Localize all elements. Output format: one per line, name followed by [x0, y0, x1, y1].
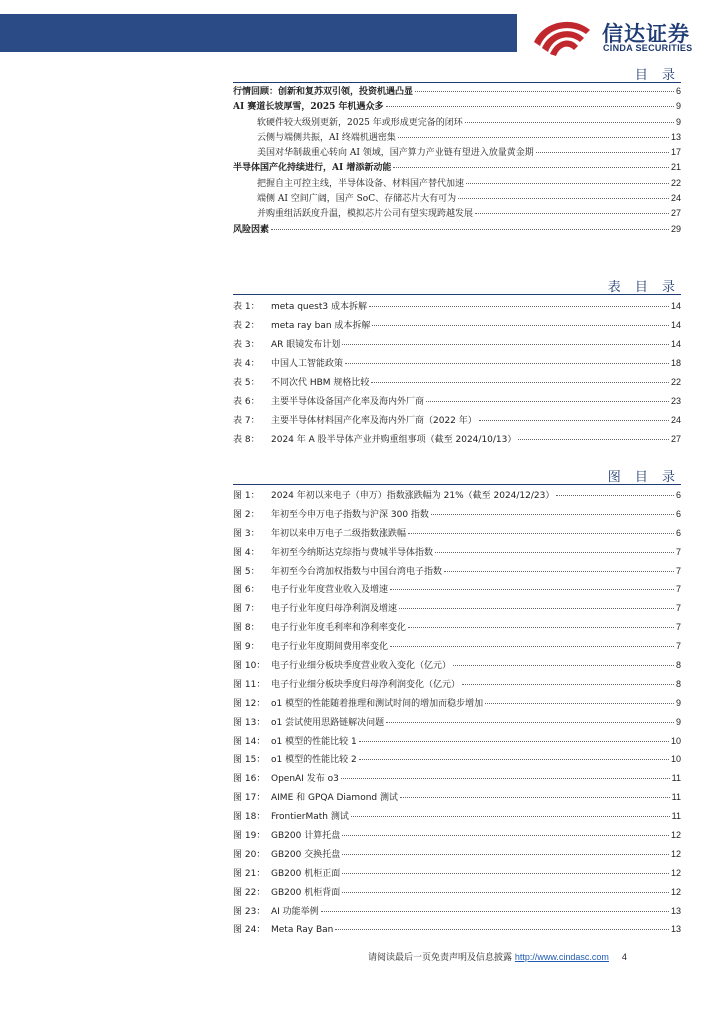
entry-number: 图 10：: [233, 661, 266, 672]
page-number: 4: [621, 952, 627, 962]
entry-number: 图 11：: [233, 679, 266, 690]
entry-number: 图 17：: [233, 793, 266, 804]
entry-page: 11: [671, 792, 681, 803]
entry-text: GB200 交换托盘: [271, 849, 341, 860]
entry-text: meta ray ban 成本拆解: [271, 321, 371, 331]
entry-label: [233, 884, 340, 903]
figures-rule: [233, 484, 681, 485]
entry-label: [257, 116, 463, 131]
entry-label: [233, 161, 391, 176]
entry-label: [233, 412, 477, 431]
entry-text: 端侧 AI 空间广阔，国产 SoC、存储芯片大有可为: [257, 194, 457, 205]
dot-leader: [369, 306, 669, 307]
entry-text: 电子行业细分板块季度营业收入变化（亿元）: [271, 661, 452, 672]
entry-number: 图 19：: [233, 831, 266, 842]
entry-text: o1 模型的性能比较 2: [271, 755, 357, 766]
entry-text: Meta Ray Ban: [271, 925, 334, 936]
table-list-entry[interactable]: [233, 297, 681, 316]
toc-entry[interactable]: [233, 84, 681, 99]
entry-number: 表 7：: [233, 416, 260, 426]
entry-text: AI 功能举例: [271, 906, 319, 917]
figure-list-entry[interactable]: [233, 524, 681, 543]
toc-entry[interactable]: [233, 191, 681, 206]
figure-list-entry[interactable]: [233, 543, 681, 562]
entry-page: 14: [670, 301, 681, 311]
entry-page: 13: [670, 131, 681, 142]
entry-label: [257, 192, 456, 207]
dot-leader: [400, 797, 670, 798]
dot-leader: [359, 741, 669, 742]
entry-number: 图 4：: [233, 547, 260, 558]
entry-label: [233, 903, 319, 922]
table-list-entry[interactable]: [233, 430, 681, 449]
entry-page: 12: [670, 848, 681, 859]
entry-number: 表 8：: [233, 435, 260, 445]
table-list-entry[interactable]: [233, 316, 681, 335]
toc-entry[interactable]: [233, 130, 681, 145]
entry-page: 12: [670, 830, 681, 841]
entry-page: 24: [670, 415, 681, 425]
figure-list-entry[interactable]: [233, 675, 681, 694]
entry-number: 图 14：: [233, 736, 266, 747]
entry-text: 2024 年初以来电子（申万）指数涨跌幅为 21%（截至 2024/12/23）: [271, 491, 555, 501]
entry-page: 13: [670, 924, 681, 935]
entry-number: 图 9：: [233, 642, 260, 653]
entry-page: 29: [670, 223, 681, 234]
table-list-entry[interactable]: [233, 392, 681, 411]
figure-list-entry[interactable]: [233, 864, 681, 883]
entry-page: 6: [675, 490, 681, 500]
toc-entry[interactable]: [233, 206, 681, 221]
entry-label: [233, 808, 349, 827]
contents-list: [233, 84, 681, 237]
page-footer: [368, 950, 627, 963]
entry-page: 9: [675, 101, 681, 112]
dot-leader: [426, 401, 669, 402]
entry-text: 年初以来申万电子二级指数涨跌幅: [271, 528, 407, 539]
toc-entry[interactable]: [233, 176, 681, 191]
contents-rule: [233, 82, 681, 83]
entry-label: [233, 431, 516, 450]
entry-label: [233, 733, 357, 752]
entry-page: 13: [670, 905, 681, 916]
entry-label: [233, 317, 370, 336]
dot-leader: [386, 106, 674, 107]
entry-page: 12: [670, 886, 681, 897]
dot-leader: [341, 778, 670, 779]
figure-list-entry[interactable]: [233, 694, 681, 713]
figure-list-entry[interactable]: [233, 713, 681, 732]
figure-list-entry[interactable]: [233, 920, 681, 939]
entry-label: [233, 600, 397, 619]
dot-leader: [359, 759, 669, 760]
dot-leader: [390, 646, 674, 647]
entry-page: 7: [675, 546, 681, 557]
entry-number: 图 24：: [233, 925, 266, 936]
entry-label: [233, 100, 384, 115]
entry-number: 图 22：: [233, 887, 266, 898]
entry-text: AR 眼镜发布计划: [271, 340, 341, 350]
entry-label: [257, 146, 534, 161]
dot-leader: [462, 684, 674, 685]
entry-page: 27: [670, 434, 681, 444]
entry-label: [233, 544, 433, 563]
entry-text: o1 尝试使用思路链解决问题: [271, 717, 385, 728]
entry-label: [233, 581, 388, 600]
entry-text: 2024 年 A 股半导体产业并购重组事项（截至 2024/10/13）: [271, 435, 517, 445]
entry-number: 图 20：: [233, 849, 266, 860]
entry-label: [233, 223, 269, 238]
tables-rule: [233, 294, 681, 295]
dot-leader: [485, 703, 674, 704]
entry-label: [257, 207, 473, 222]
figure-list-entry[interactable]: [233, 788, 681, 807]
entry-label: [233, 355, 343, 374]
figure-list-entry[interactable]: [233, 845, 681, 864]
entry-label: [233, 638, 388, 657]
entry-page: 10: [670, 754, 681, 765]
brand-logo: [530, 16, 710, 56]
entry-number: 表 2：: [233, 321, 260, 331]
dot-leader: [518, 439, 669, 440]
entry-text: 云侧与端侧共振，AI 终端机遇密集: [257, 132, 396, 143]
entry-label: [233, 770, 339, 789]
entry-page: 7: [675, 622, 681, 633]
entry-text: meta quest3 成本拆解: [271, 302, 367, 312]
header-bar: [0, 14, 517, 52]
brand-name-cn: 信达证券: [602, 22, 690, 46]
contents-title: 目 录: [634, 68, 680, 83]
entry-page: 6: [675, 86, 681, 96]
entry-text: GB200 计算托盘: [271, 831, 341, 842]
entry-label: [233, 827, 340, 846]
dot-leader: [465, 122, 674, 123]
entry-page: 8: [675, 660, 681, 671]
entry-page: 9: [675, 116, 681, 127]
toc-entry[interactable]: [233, 145, 681, 160]
entry-number: 图 16：: [233, 774, 266, 785]
figure-list-entry[interactable]: [233, 599, 681, 618]
entry-text: 电子行业年度营业收入及增速: [271, 585, 389, 596]
entry-number: 图 6：: [233, 585, 260, 596]
entry-label: [233, 298, 367, 317]
entry-page: 17: [670, 147, 681, 158]
entry-page: 9: [675, 716, 681, 727]
dot-leader: [431, 514, 674, 515]
dot-leader: [408, 533, 674, 534]
entry-number: 图 8：: [233, 623, 260, 634]
entry-text: 半导体国产化持续进行，AI 增添新动能: [233, 163, 392, 174]
figure-list-entry[interactable]: [233, 656, 681, 675]
figure-list-entry[interactable]: [233, 486, 681, 505]
entry-text: o1 模型的性能比较 1: [271, 736, 357, 747]
entry-label: [233, 695, 483, 714]
dot-leader: [398, 137, 669, 138]
dot-leader: [342, 892, 669, 893]
entry-number: 图 1：: [233, 491, 260, 501]
entry-text: AI 赛道长坡厚雪，2025 年机遇众多: [233, 102, 384, 113]
entry-page: 9: [675, 697, 681, 708]
entry-label: [233, 506, 429, 525]
entry-label: [233, 865, 340, 884]
dot-leader: [386, 722, 674, 723]
entry-label: [233, 676, 460, 695]
entry-label: [233, 846, 340, 865]
dot-leader: [372, 325, 669, 326]
figure-list-entry[interactable]: [233, 883, 681, 902]
entry-number: 图 15：: [233, 755, 266, 766]
dot-leader: [393, 167, 669, 168]
entry-text: 年初至今台湾加权指数与中国台湾电子指数: [271, 566, 443, 577]
entry-page: 11: [671, 773, 681, 784]
entry-page: 14: [670, 339, 681, 349]
entry-number: 图 18：: [233, 812, 266, 823]
entry-number: 图 7：: [233, 604, 260, 615]
dot-leader: [345, 363, 669, 364]
toc-entry[interactable]: [233, 115, 681, 130]
entry-text: 年初至今申万电子指数与沪深 300 指数: [271, 509, 429, 520]
dot-leader: [335, 929, 669, 930]
entry-label: [233, 393, 424, 412]
entry-label: [233, 374, 369, 393]
entry-text: 美国对华制裁重心转向 AI 领域，国产算力产业链有望进入放量黄金期: [257, 148, 534, 159]
entry-text: OpenAI 发布 o3: [271, 774, 339, 785]
entry-page: 22: [670, 377, 681, 387]
entry-page: 21: [670, 162, 681, 173]
brand-name-en: CINDA SECURITIES: [603, 43, 693, 53]
entry-text: 电子行业细分板块季度归母净利润变化（亿元）: [271, 679, 461, 690]
entry-number: 表 4：: [233, 359, 260, 369]
entry-page: 27: [670, 208, 681, 219]
entry-number: 表 1：: [233, 302, 260, 312]
entry-page: 12: [670, 867, 681, 878]
entry-page: 14: [670, 320, 681, 330]
entry-page: 23: [670, 396, 681, 406]
tables-title: 表 目 录: [607, 280, 680, 295]
entry-page: 8: [675, 678, 681, 689]
website-link[interactable]: http://www.cindasc.com: [514, 952, 609, 962]
entry-page: 6: [675, 527, 681, 538]
dot-leader: [479, 420, 669, 421]
dot-leader: [271, 229, 669, 230]
figure-list-entry[interactable]: [233, 580, 681, 599]
entry-label: [257, 131, 396, 146]
entry-label: [233, 336, 340, 355]
figure-list-entry[interactable]: [233, 637, 681, 656]
entry-page: 22: [670, 177, 681, 188]
dot-leader: [371, 382, 669, 383]
dot-leader: [536, 152, 669, 153]
entry-label: [233, 921, 333, 940]
entry-text: 并购重组活跃度升温，模拟芯片公司有望实现跨越发展: [257, 209, 474, 220]
entry-page: 11: [671, 811, 681, 822]
table-list-entry[interactable]: [233, 354, 681, 373]
entry-text: 电子行业年度毛利率和净利率变化: [271, 623, 407, 634]
entry-label: [233, 714, 384, 733]
entry-number: 图 12：: [233, 698, 266, 709]
figure-list-entry[interactable]: [233, 902, 681, 921]
dot-leader: [390, 589, 674, 590]
entry-text: 风险因素: [233, 224, 270, 235]
dot-leader: [408, 627, 674, 628]
entry-text: 行情回顾：创新和复苏双引领，投资机遇凸显: [233, 87, 414, 97]
table-list-entry[interactable]: [233, 335, 681, 354]
entry-page: 24: [670, 193, 681, 204]
entry-text: o1 模型的性能随着推理和测试时间的增加而稳步增加: [271, 698, 484, 709]
entry-page: 7: [675, 641, 681, 652]
dot-leader: [351, 816, 670, 817]
entry-page: 7: [675, 584, 681, 595]
disclaimer-text: 请阅读最后一页免责声明及信息披露: [368, 953, 513, 963]
dot-leader: [321, 911, 669, 912]
dot-leader: [435, 552, 674, 553]
entry-number: 表 6：: [233, 397, 260, 407]
dot-leader: [342, 344, 669, 345]
entry-number: 图 5：: [233, 566, 260, 577]
entry-page: 6: [675, 508, 681, 519]
dot-leader: [458, 198, 669, 199]
figure-list-entry[interactable]: [233, 807, 681, 826]
figures-title: 图 目 录: [607, 470, 680, 485]
entry-page: 18: [670, 358, 681, 368]
figure-list-entry[interactable]: [233, 769, 681, 788]
cinda-logo-icon: [530, 16, 594, 56]
toc-entry[interactable]: [233, 222, 681, 237]
toc-entry[interactable]: [233, 99, 681, 114]
toc-entry[interactable]: [233, 160, 681, 175]
entry-text: 把握自主可控主线，半导体设备、材料国产替代加速: [257, 178, 465, 189]
entry-label: [233, 657, 451, 676]
table-list-entry[interactable]: [233, 411, 681, 430]
entry-number: 图 21：: [233, 868, 266, 879]
entry-label: [233, 563, 442, 582]
entry-number: 表 3：: [233, 340, 260, 350]
entry-text: AIME 和 GPQA Diamond 测试: [271, 793, 398, 804]
entry-text: FrontierMath 测试: [271, 812, 349, 823]
figure-list-entry[interactable]: [233, 732, 681, 751]
entry-page: 7: [675, 565, 681, 576]
entry-text: 中国人工智能政策: [271, 359, 344, 369]
entry-page: 10: [670, 735, 681, 746]
dot-leader: [475, 213, 669, 214]
entry-text: GB200 机柜背面: [271, 887, 341, 898]
entry-text: 电子行业年度归母净利润及增速: [271, 604, 398, 615]
entry-label: [257, 177, 464, 192]
figure-list-entry[interactable]: [233, 618, 681, 637]
table-list-entry[interactable]: [233, 373, 681, 392]
figure-list-entry[interactable]: [233, 750, 681, 769]
tables-list: [233, 297, 681, 449]
entry-number: 图 13：: [233, 717, 266, 728]
entry-number: 表 5：: [233, 378, 260, 388]
entry-text: 软硬件较大级别更新，2025 年或形成更完备的闭环: [257, 117, 463, 128]
entry-text: 不同次代 HBM 规格比较: [271, 378, 370, 388]
dot-leader: [415, 91, 674, 92]
figure-list-entry[interactable]: [233, 826, 681, 845]
dot-leader: [466, 183, 669, 184]
entry-text: 主要半导体设备国产化率及海内外厂商: [271, 397, 425, 407]
entry-label: [233, 619, 406, 638]
figure-list-entry[interactable]: [233, 505, 681, 524]
entry-page: 7: [675, 603, 681, 614]
dot-leader: [342, 873, 669, 874]
entry-label: [233, 789, 398, 808]
entry-number: 图 23：: [233, 906, 266, 917]
dot-leader: [556, 495, 674, 496]
entry-text: 电子行业年度期间费用率变化: [271, 642, 389, 653]
entry-text: 年初至今纳斯达克综指与费城半导体指数: [271, 547, 434, 558]
entry-label: [233, 525, 406, 544]
entry-label: [233, 85, 413, 100]
figure-list-entry[interactable]: [233, 562, 681, 581]
dot-leader: [444, 571, 674, 572]
entry-text: 主要半导体材料国产化率及海内外厂商（2022 年）: [271, 416, 477, 426]
figures-list: [233, 486, 681, 939]
entry-text: GB200 机柜正面: [271, 868, 341, 879]
entry-label: [233, 487, 554, 506]
dot-leader: [453, 665, 674, 666]
entry-number: 图 2：: [233, 509, 260, 520]
dot-leader: [342, 835, 669, 836]
entry-number: 图 3：: [233, 528, 260, 539]
dot-leader: [399, 608, 674, 609]
entry-label: [233, 751, 357, 770]
dot-leader: [342, 854, 669, 855]
